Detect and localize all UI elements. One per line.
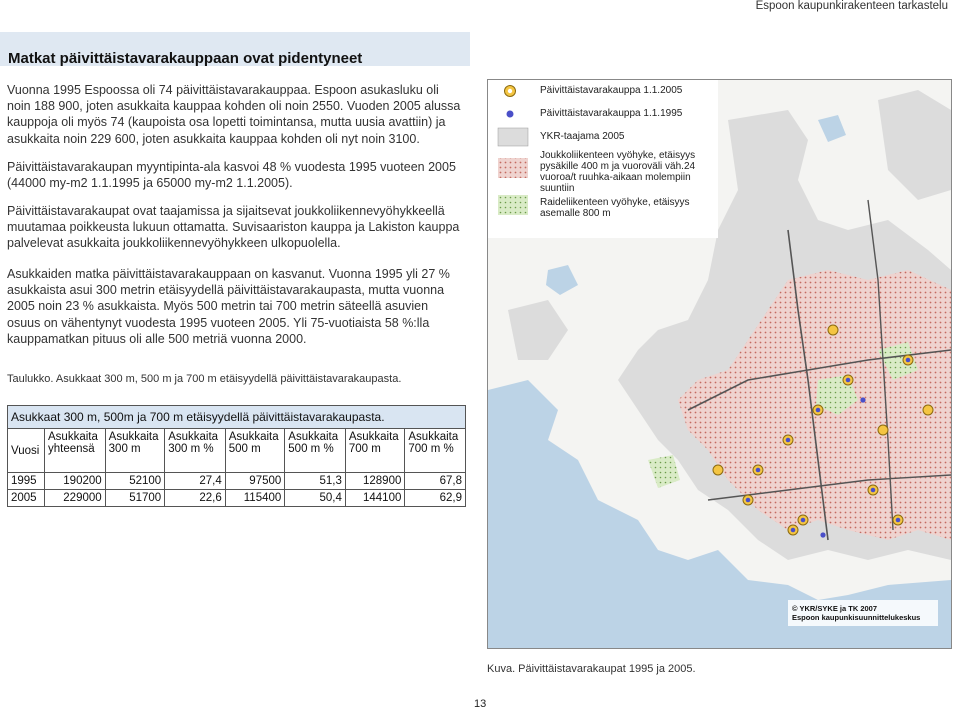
paragraph-sales-area: Päivittäistavarakaupan myyntipinta-ala kasvoi 48 % vuodesta 1995 vuoteen 2005 (44000 my-m2 1.1.1995 ja 65000 my-m2 1.1.2005). <box>7 160 456 191</box>
table-cell: 1995 <box>8 473 45 490</box>
table-caption: Taulukko. Asukkaat 300 m, 500 m ja 700 m etäisyydellä päivittäistavarakaupasta. <box>7 373 402 385</box>
store-2005-marker <box>713 465 723 475</box>
store-2005-marker <box>923 405 933 415</box>
store-1995-marker <box>756 468 761 473</box>
table-cell: 128900 <box>345 473 405 490</box>
store-2005-marker <box>828 325 838 335</box>
store-1995-marker <box>820 532 825 537</box>
map-credit-line2: Espoon kaupunkisuunnittelukeskus <box>792 613 921 622</box>
col-header: Asukkaita 300 m <box>105 429 165 473</box>
store-1995-marker <box>846 378 851 383</box>
paragraph-stores-count: Vuonna 1995 Espoossa oli 74 päivittäistavarakauppaa. Espoon asukasluku oli noin 188 900, joten asukkaita kauppaa kohden oli noin 2550. Vuoden 2005 alussa kauppoja oli myös 74 (kaupoista osa lopetti toimintansa, mutta uusia avattiin) ja asukkaita noin 229 600, joten asukkaita kauppaa kohden oli nyt noin 3100. <box>7 83 461 146</box>
store-1995-marker <box>746 498 751 503</box>
store-1995-marker <box>816 408 821 413</box>
store-1995-marker <box>801 518 806 523</box>
table-cell: 2005 <box>8 490 45 507</box>
table-cell: 22,6 <box>165 490 226 507</box>
store-1995-marker <box>896 518 901 523</box>
col-header: Asukkaita 500 m % <box>285 429 346 473</box>
store-1995-marker <box>871 488 876 493</box>
page-title: Matkat päivittäistavarakauppaan ovat pidentyneet <box>8 50 363 67</box>
store-1995-marker <box>791 528 796 533</box>
col-header: Asukkaita 500 m <box>225 429 285 473</box>
map-legend <box>488 80 718 238</box>
table-cell: 144100 <box>345 490 405 507</box>
table-cell: 51,3 <box>285 473 346 490</box>
figure-caption: Kuva. Päivittäistavarakaupat 1995 ja 2005. <box>487 663 696 675</box>
legend-label-stores-1995: Päivittäistavarakauppa 1.1.1995 <box>540 108 683 119</box>
table-cell: 51700 <box>105 490 165 507</box>
map-credit-line1: © YKR/SYKE ja TK 2007 <box>792 604 878 613</box>
store-1995-marker <box>786 438 791 443</box>
table-cell: 115400 <box>225 490 285 507</box>
table-cell: 67,8 <box>405 473 466 490</box>
store-2005-marker <box>878 425 888 435</box>
table-cell: 229000 <box>45 490 106 507</box>
store-1995-marker <box>860 397 865 402</box>
running-header: Espoon kaupunkirakenteen tarkastelu <box>755 0 948 12</box>
paragraph-zones: Päivittäistavarakaupat ovat taajamissa ja sijaitsevat joukkoliikennevyöhykkeellä muutamaa poikkeusta lukuun ottamatta. Suvisaariston kauppa ja Lakiston kauppa palvelevat asukkaita joukkoliikennevyöhykkeen ulkopuolella. <box>7 204 460 251</box>
legend-ykr-symbol <box>498 128 528 146</box>
legend-label-ykr: YKR-taajama 2005 <box>540 131 625 142</box>
col-header: Vuosi <box>8 429 45 473</box>
map-credit <box>792 604 920 622</box>
legend-label-rail-zone: Raideliikenteen vyöhyke, etäisyys asemalle 800 m <box>540 197 690 219</box>
store-1995-marker <box>906 358 911 363</box>
legend-label-bus-zone: Joukkoliikenteen vyöhyke, etäisyys pysäkille 400 m ja vuoroväli väh.24 vuoroa/t ruuhka-aikaan molempiin suuntiin <box>540 150 696 194</box>
table-row <box>8 490 466 507</box>
table-cell: 52100 <box>105 473 165 490</box>
table-cell: 97500 <box>225 473 285 490</box>
legend-label-stores-2005: Päivittäistavarakauppa 1.1.2005 <box>540 85 683 96</box>
table-cell: 27,4 <box>165 473 226 490</box>
page-number: 13 <box>474 698 487 710</box>
distance-table <box>7 405 466 507</box>
legend-store-2005-symbol <box>508 89 512 93</box>
legend-store-1995-symbol <box>507 111 514 118</box>
table-cell: 190200 <box>45 473 106 490</box>
table-title-row <box>8 406 466 429</box>
col-header: Asukkaita 700 m % <box>405 429 466 473</box>
col-header: Asukkaita 700 m <box>345 429 405 473</box>
table-header-row <box>8 429 466 473</box>
legend-rail-zone-symbol <box>498 195 528 215</box>
table-cell: 62,9 <box>405 490 466 507</box>
legend-bus-zone-symbol <box>498 158 528 178</box>
table-cell: 50,4 <box>285 490 346 507</box>
col-header: Asukkaita 300 m % <box>165 429 226 473</box>
col-header: Asukkaita yhteensä <box>45 429 106 473</box>
table-row <box>8 473 466 490</box>
table-title: Asukkaat 300 m, 500m ja 700 m etäisyydellä päivittäistavarakaupasta. <box>8 406 466 429</box>
store-map <box>487 79 952 649</box>
paragraph-distance: Asukkaiden matka päivittäistavarakauppaan on kasvanut. Vuonna 1995 yli 27 % asukkaista asui 300 metrin etäisyydellä päivittäistavarakaupasta, mutta vuonna 2005 noin 23 % asukkaista. Myös 500 metrin tai 700 metrin säteellä asuvien osuus on vähentynyt vuodesta 1995 vuoteen 2005. Yli 75-vuotiaista 58 %:lla kauppamatkan pituus oli alle 500 metriä vuonna 2000. <box>7 267 450 346</box>
